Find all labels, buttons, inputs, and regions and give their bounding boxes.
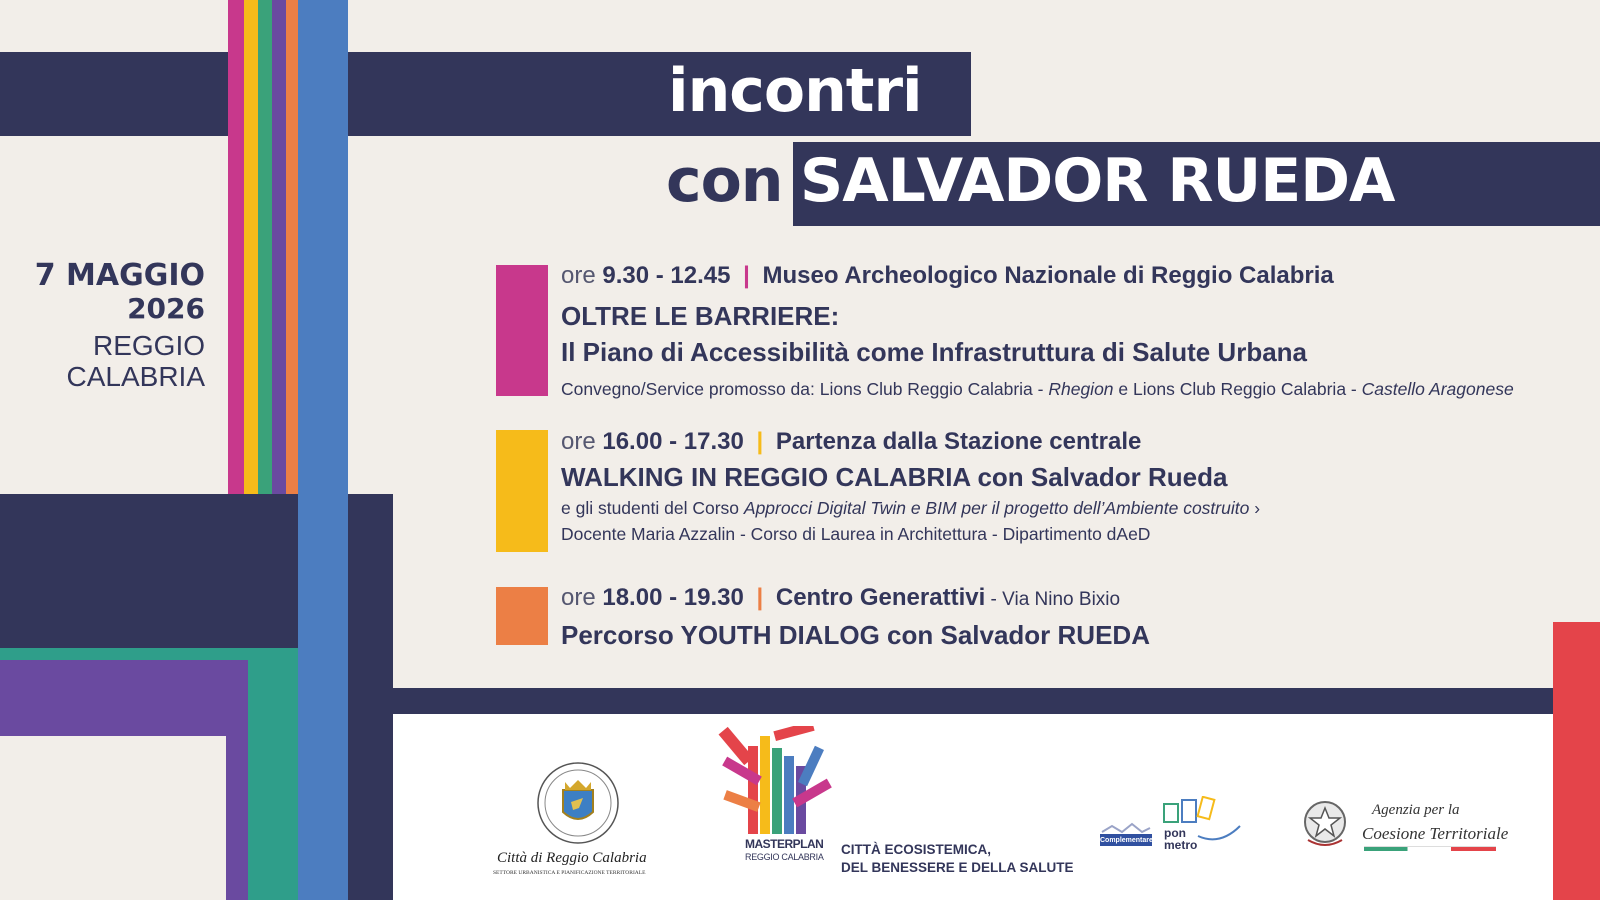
city-logo-subtitle: SETTORE URBANISTICA E PIANIFICAZIONE TERRITORIALE	[493, 870, 646, 876]
pon-logo-line1: pon	[1164, 826, 1186, 840]
event-2-title: WALKING IN REGGIO CALABRIA con Salvador Rueda	[561, 462, 1228, 492]
event-2-color-marker	[496, 430, 548, 552]
event-2-header	[561, 428, 1141, 456]
stripe-yellow	[244, 0, 258, 494]
event-1-title-line1: OLTRE LE BARRIERE:	[561, 301, 840, 331]
date-year: 2026	[127, 292, 205, 325]
event-3-header	[561, 584, 1120, 612]
event-2-course-note	[561, 498, 1260, 519]
agency-name-line1: Agenzia per la	[1372, 802, 1460, 818]
header-bar-left	[0, 52, 228, 136]
masterplan-logo-line2: REGGIO CALABRIA	[745, 852, 824, 862]
date-city-line2: CALABRIA	[66, 361, 205, 392]
event-2-course-note-a: e gli studenti del Corso	[561, 498, 744, 518]
event-3-ore: ore	[561, 584, 596, 611]
event-1-time: 9.30 - 12.45	[602, 262, 731, 289]
event-1-promoters-d: Castello Aragonese	[1361, 379, 1514, 399]
event-2-time: 16.00 - 17.30	[602, 428, 744, 455]
stripe-blue	[298, 0, 348, 900]
event-2-course-note-b: Approcci Digital Twin e BIM per il progetto dell’Ambiente costruito	[743, 498, 1250, 518]
stripe-purple	[272, 0, 286, 494]
event-1-color-marker	[496, 265, 548, 396]
italian-republic-emblem-icon	[1300, 796, 1350, 850]
event-2-course-note-c: ›	[1249, 498, 1261, 518]
masterplan-logo-icon	[718, 726, 842, 836]
title-speaker-name: SALVADOR RUEDA	[800, 146, 1395, 216]
slogan-line2: DEL BENESSERE E DELLA SALUTE	[841, 860, 1074, 875]
stripe-green	[258, 0, 272, 494]
poc-logo-label: Complementare	[1100, 837, 1153, 844]
stripe-magenta	[228, 0, 244, 494]
event-1-header	[561, 262, 1334, 290]
event-3-place: Centro Generattivi	[775, 584, 986, 611]
agency-flag-line	[1364, 846, 1496, 851]
event-2-ore: ore	[561, 428, 596, 455]
masterplan-logo-line1: MASTERPLAN	[745, 837, 824, 851]
event-2-separator: |	[756, 428, 764, 455]
event-1-place: Museo Archeologico Nazionale di Reggio Calabria	[762, 262, 1334, 289]
event-1-promoters-a: Convegno/Service promosso da: Lions Club Reggio Calabria -	[561, 379, 1049, 399]
decor-cream-inset	[0, 736, 226, 900]
event-1-promoters-c: e Lions Club Reggio Calabria -	[1113, 379, 1362, 399]
event-3-color-marker	[496, 587, 548, 645]
pon-logo-line2: metro	[1164, 838, 1198, 852]
event-1-ore: ore	[561, 262, 596, 289]
slogan-line1: CITTÀ ECOSISTEMICA,	[841, 842, 992, 857]
event-3-title: Percorso YOUTH DIALOG con Salvador RUEDA	[561, 620, 1150, 650]
footer-top-bar	[393, 688, 1553, 714]
event-1-promoters	[561, 379, 1514, 400]
title-incontri: incontri	[668, 56, 922, 126]
stripe-orange	[286, 0, 298, 494]
event-1-promoters-b: Rhegion	[1048, 379, 1114, 399]
city-logo-name: Città di Reggio Calabria	[497, 850, 647, 866]
agency-name-line2: Coesione Territoriale	[1362, 824, 1509, 843]
title-con: con	[666, 146, 783, 216]
event-2-teacher-note: Docente Maria Azzalin - Corso di Laurea in Architettura - Dipartimento dAeD	[561, 524, 1151, 544]
event-1-title-line2: Il Piano di Accessibilità come Infrastruttura di Salute Urbana	[561, 337, 1308, 367]
event-3-place-detail: - Via Nino Bixio	[985, 589, 1121, 610]
event-1-separator: |	[743, 262, 750, 289]
city-coat-of-arms-icon	[535, 760, 621, 846]
decor-red-bar	[1553, 622, 1600, 900]
event-3-separator: |	[756, 584, 764, 611]
event-2-place: Partenza dalla Stazione centrale	[775, 428, 1142, 455]
date-city-line1: REGGIO	[92, 330, 205, 361]
event-3-time: 18.00 - 19.30	[602, 584, 744, 611]
date-day-month: 7 MAGGIO	[34, 258, 205, 293]
